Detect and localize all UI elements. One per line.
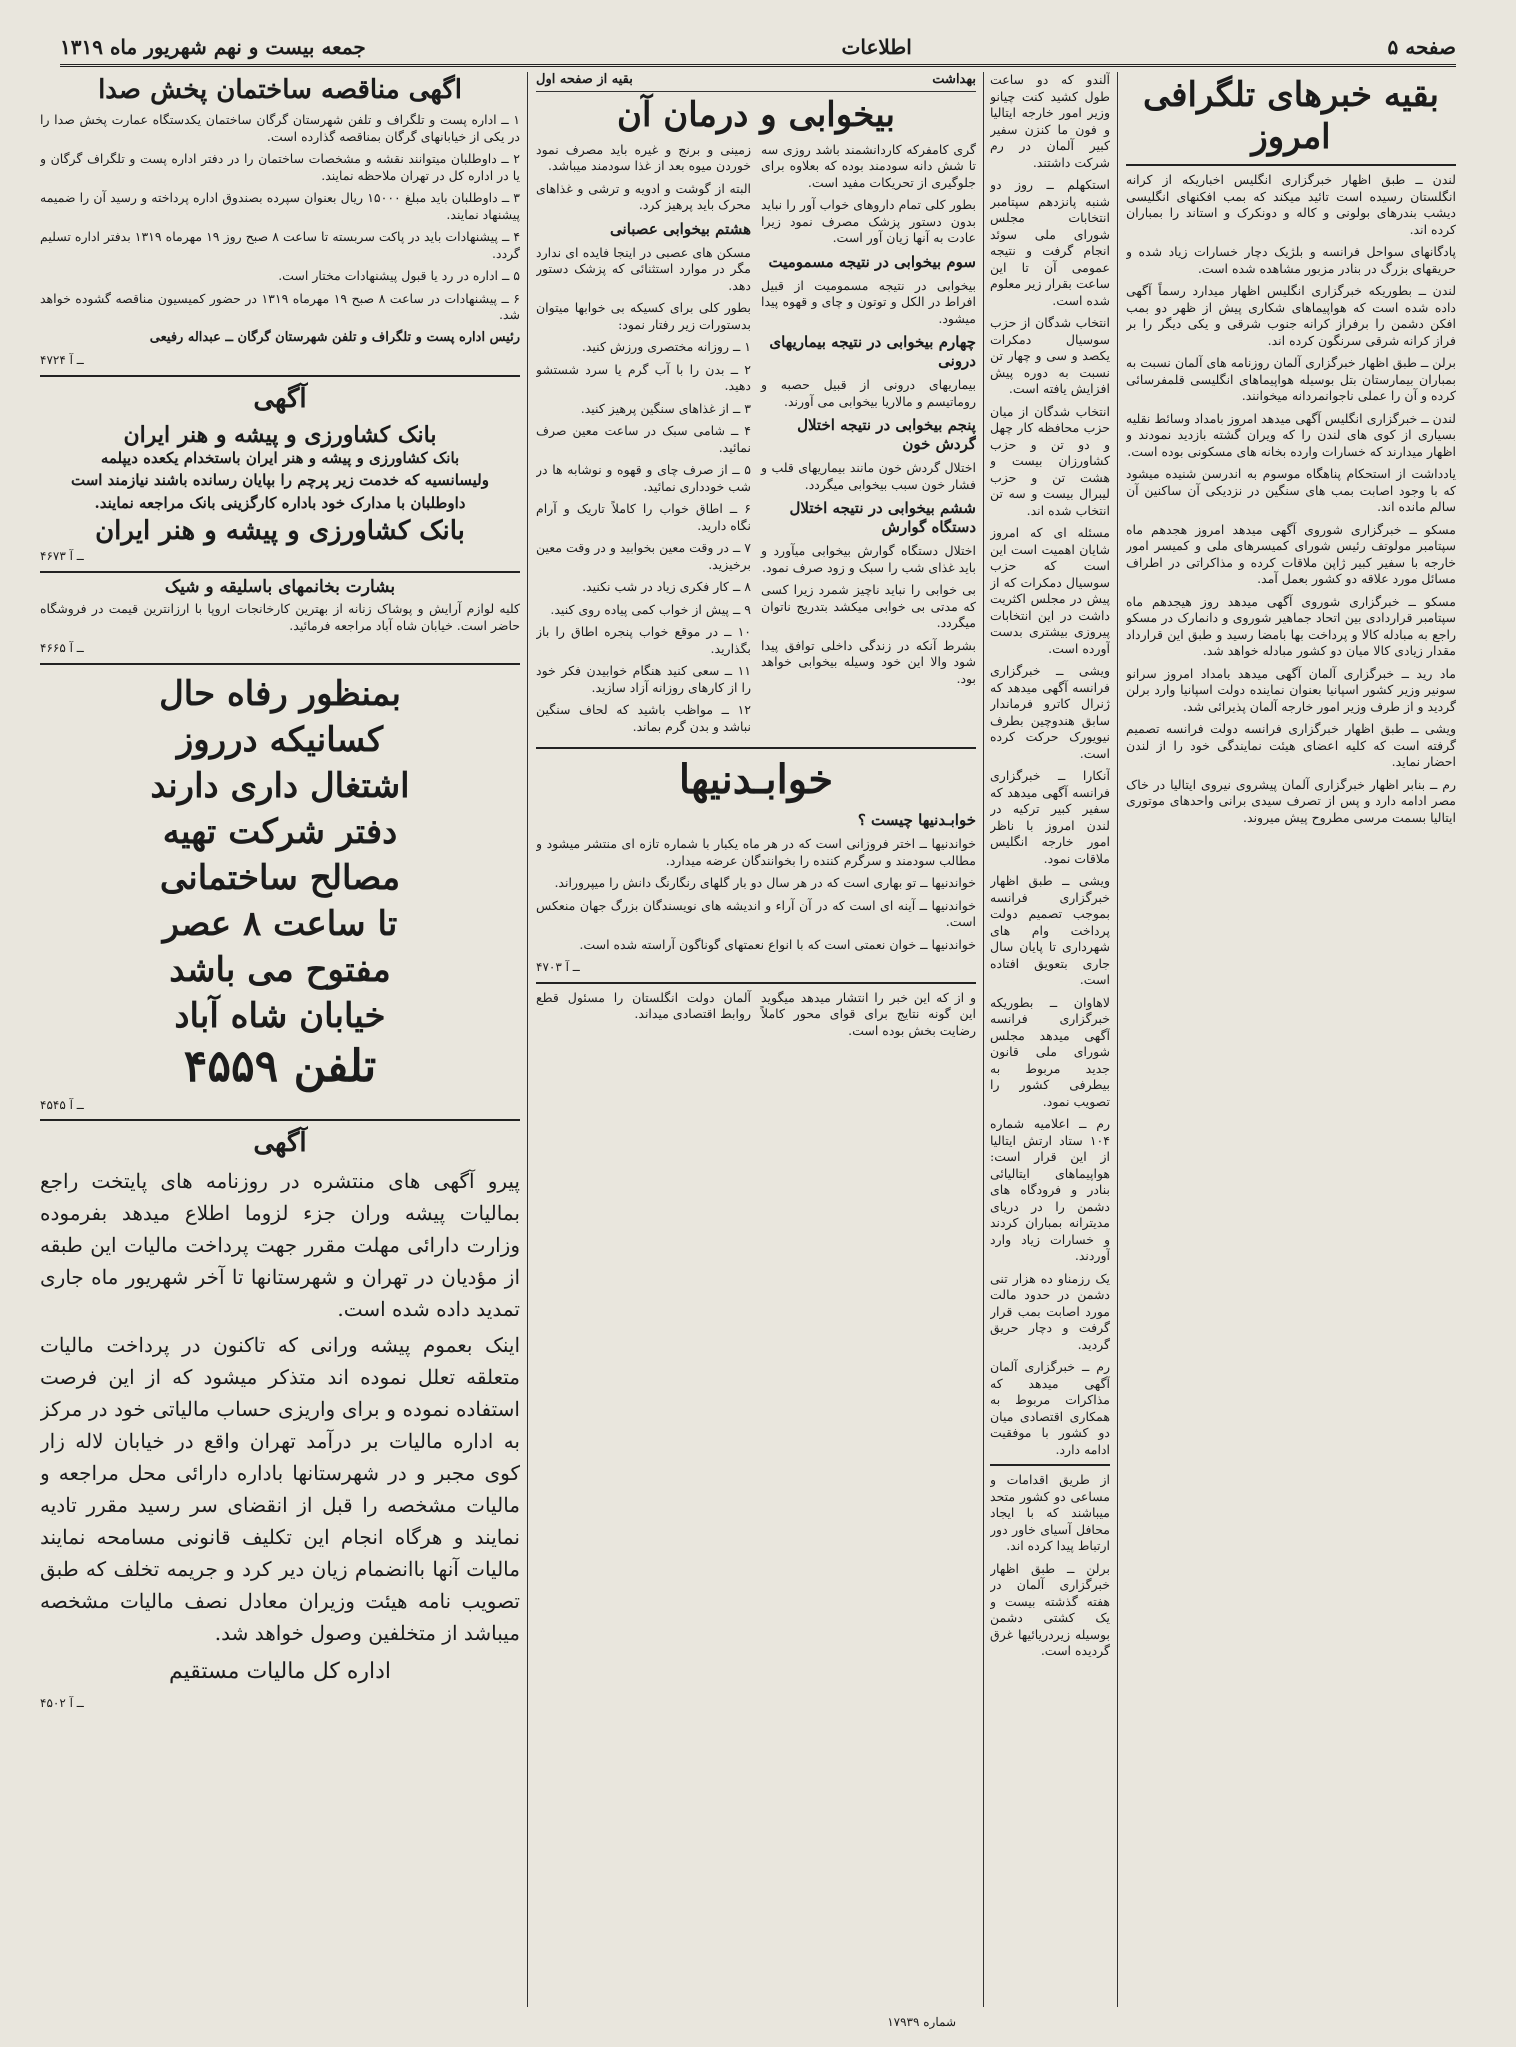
news-item: استکهلم ــ روز دو شنبه پانزدهم سپتامبر انتخابات مجلس شورای ملی سوئد انجام گرفت و نتیجه عمومی آن تا این ساعت بقرار زیر معلوم شده است.	[990, 177, 1110, 308]
ad-bank-title: آگهی	[253, 383, 307, 414]
list-item: ۳ ــ از غذاهای سنگین پرهیز کنید.	[580, 400, 751, 416]
article-para: بی خوابی را نباید ناچیز شمرد زیرا کسی که مدتی بی خوابی میکشد بتدریج ناتوان میگردد.	[761, 582, 976, 630]
list-item: ۶ ــ اطاق خواب را کاملاً تاریک و آرام نگاه دارید.	[536, 501, 751, 533]
article-subhead: سوم بیخوابی در نتیجه مسمومیت	[768, 252, 976, 271]
telegraph-headline: بقیه خبرهای تلگرافی امروز	[1142, 75, 1440, 157]
divider	[536, 982, 976, 984]
readables-para: خواندنیها ــ خوان نعمتی است که با انواع نعمتهای گوناگون آراسته شده است.	[579, 936, 976, 952]
list-item: ۴ ــ شامی سبک در ساعت معین صرف نمائید.	[536, 423, 751, 455]
news-item: آلمان دولت انگلستان را مسئول قطع روابط اقتصادی میداند.	[536, 989, 751, 1021]
ad-building-line: دفتر شرکت تهیه	[162, 811, 398, 852]
article-para: گری کامفرکه کاردانشمند باشد روزی سه تا شش دانه سودمند بوده که بعلاوه برای جلوگیری از تحریکات مفید است.	[761, 141, 976, 190]
ad-bank-line: بانک کشاورزی و پیشه و هنر ایران باستخدام یکعده دیپلمه	[100, 448, 460, 467]
news-item: یادداشت از استحکام پناهگاه موسوم به اندرسن شنیده میشود که با وجود اصابت بمب های سنگین در نزدیکی آن ساکنین آن سالم مانده اند.	[1126, 466, 1456, 514]
list-item: ۷ ــ در وقت معین بخوابید و در وقت معین برخیزید.	[536, 540, 751, 572]
news-item: یک رزمناو ده هزار تنی دشمن در حدود مالت مورد اصابت بمب قرار گرفت و دچار حریق گردید.	[990, 1270, 1110, 1352]
article-para: اختلال دستگاه گوارش بیخوابی میآورد و باید غذای شب را سبک و زود صرف نمود.	[761, 543, 976, 575]
readables-para: خواندنیها ــ اختر فروزانی است که در هر ماه یکبار با شماره تازه ای منتشر میشود و مطالب سودمند و سرگرم کننده را بخوانندگان عرضه میدارد.	[536, 836, 976, 868]
news-item: مسکو ــ خبرگزاری شوروی آگهی میدهد روز هیجدهم ماه سپتامبر قراردادی بین اتحاد جماهیر شوروی و دانمارک در مسکو راجع به مبادله کالا و پرداخت بها بامضا رسید و طبق این قرارداد مقدار زیادی کالا میان دو کشور مبادله خواهد شد.	[1126, 593, 1456, 658]
section-label: بهداشت	[932, 72, 976, 87]
article-para: بطور کلی تمام داروهای خواب آور را نباید بدون دستور پزشک مصرف نمود زیرا عادت به آنها زیان آور است.	[761, 197, 976, 245]
divider	[40, 1119, 520, 1121]
news-item: مسکو ــ خبرگزاری شوروی آگهی میدهد امروز هجدهم ماه سپتامبر مولوتف رئیس شورای کمیسرهای ملی و کمیسر امور خارجه با سفیر کبیر ژاپن ملاقات کرده و مذاکراتی در اطراف مسائل مورد علاقه دو کشور بعمل آمد.	[1126, 521, 1456, 586]
ad-tender-title: اگهی مناقصه ساختمان پخش صدا	[98, 75, 462, 105]
ad-building-line: بمنظور رفاه حال	[159, 673, 401, 714]
news-item: لندن ــ بطوریکه خبرگزاری انگلیس اظهار میدارد رسماً آگهی داده شده است که هواپیماهای شکاری پیش از ظهر دو بمب افکن دشمن را برفراز کرانه جنوب شرقی و یکی دیگر را بر فراز کرانه شرقی سرنگون کرده اند.	[1126, 283, 1456, 348]
list-item: ۸ ــ کار فکری زیاد در شب نکنید.	[582, 579, 751, 594]
ad-building-line: تا ساعت ۸ عصر	[162, 903, 398, 944]
divider	[536, 747, 976, 749]
issue-date: جمعه بیست و نهم شهریور ماه ۱۳۱۹	[60, 35, 366, 59]
ad-tender-para: ۱ ــ اداره پست و تلگراف و تلفن شهرستان گرگان ساختمان یکدستگاه عمارت پخش صدا را در یکی از خیابانهای گرگان بمناقصه گذارده است.	[40, 112, 520, 144]
ad-tax-para: پیرو آگهی های منتشره در روزنامه های پایتخت راجع بمالیات پیشه وران جزء لزوما اطلاع میدهد بفرموده وزارت دارائی مهلت مقرر جهت پرداخت مالیات این طبقه از مؤدیان در تهران و شهرستانها تا آخر شهریور ماه جاری تمدید داده شده است.	[40, 1169, 520, 1321]
ad-tender-para: ۵ ــ اداره در رد یا قبول پیشنهادات مختار است.	[278, 268, 520, 283]
news-item: لندن ــ طبق اظهار خبرگزاری انگلیس اخباریکه از کرانه انگلستان رسیده است تائید میکند که بمب افکنهای انگلیسی دیشب بندرهای بولونی و کاله و دونکرک و استاند را بمباران کرده اند.	[1126, 172, 1456, 237]
news-item: ویشی ــ خبرگزاری فرانسه آگهی میدهد که ژنرال کاترو فرماندار سابق هندوچین بطرف نیویورک حرکت کرده است.	[990, 663, 1110, 761]
article-subhead: چهارم بیخوابی در نتیجه بیماریهای درونی	[769, 333, 976, 370]
ad-building-line: کسانیکه درروز	[176, 719, 384, 760]
paper-name: اطلاعات	[841, 35, 912, 59]
health-right-column	[761, 142, 976, 742]
list-item: ۱۰ ــ در موقع خواب پنجره اطاق را باز بگذارید.	[536, 624, 751, 656]
ad-tender-para: ۶ ــ پیشنهادات در ساعت ۸ صبح ۱۹ مهرماه ۱۳۱۹ در حضور کمیسیون مناقصه گشوده خواهد شد.	[40, 290, 520, 322]
news-item: آلندو که دو ساعت طول کشید کنت چیانو وزیر امور خارجه ایتالیا و فون ما کنزن سفیر کبیر آلمان در رم شرکت داشتند.	[990, 72, 1110, 170]
ad-building-line: مفتوح می باشد	[169, 949, 391, 990]
column-health-article	[536, 72, 976, 2007]
column-advertisements	[40, 72, 520, 2007]
article-para: اختلال گردش خون مانند بیماریهای قلب و فشار خون سبب بیخوابی میگردد.	[761, 460, 976, 492]
article-para: زمینی و برنج و غیره باید مصرف نمود خوردن میوه بعد از غذا سودمند میباشد.	[536, 141, 751, 173]
news-item: ویشی ــ طبق اظهار خبرگزاری فرانسه بموجب تصمیم دولت پرداخت وام های شهرداری تا پایان سال جاری بتعویق افتاده است.	[990, 873, 1110, 987]
ad-fashion-title: بشارت بخانمهای باسلیقه و شیک	[164, 576, 396, 597]
column-news-continued	[990, 72, 1110, 2007]
ad-bank-line: ولیسانسیه که خدمت زیر پرچم را بپایان رسانده باشند نیازمند است	[71, 471, 489, 489]
news-item: ویشی ــ طبق اظهار خبرگزاری فرانسه دولت فرانسه تصمیم گرفته است که کلیه اعضای هیئت نمایندگی خود را از لندن احضار نماید.	[1126, 721, 1456, 769]
article-para: بیخوابی در نتیجه مسمومیت از قبیل افراط در الکل و توتون و چای و قهوه پیدا میشود.	[761, 277, 976, 326]
news-item: پادگانهای سواحل فرانسه و بلژیک دچار خسارات زیاد شده و حریقهای بزرگ در بنادر مزبور مشاهده شده است.	[1126, 244, 1456, 276]
article-para: بشرط آنکه در زندگی داخلی توافق پیدا شود والا این خود وسیله بیخوابی خواهد بود.	[761, 637, 976, 686]
article-para: مسکن های عصبی در اینجا فایده ای ندارد مگر در موارد استثنائی که پزشک دستور دهد.	[536, 244, 751, 293]
health-left-column	[536, 142, 751, 742]
news-item: لاهاوان ــ بطوریکه خبرگزاری فرانسه آگهی میدهد مجلس شورای ملی قانون جدید مربوط به بیطرفی کشور را تصویب نمود.	[990, 994, 1110, 1109]
ad-fashion-text: کلیه لوازم آرایش و پوشاک زنانه از بهترین کارخانجات اروپا با ارزانترین قیمت در فروشگاه حاضر است. خیابان شاه آباد مراجعه فرمائید.	[40, 601, 520, 633]
column-rule	[983, 72, 984, 2007]
article-subhead: ششم بیخوابی در نتیجه اختلال دستگاه گوارش	[789, 499, 976, 536]
ad-code: ۴۶۶۵ ــ آ	[40, 641, 84, 655]
ad-building-line: اشتغال داری دارند	[150, 765, 410, 806]
ad-bank-line: داوطلبان با مدارک خود باداره کارگزینی بانک مراجعه نمایند.	[94, 493, 466, 512]
news-item: انتخاب شدگان از میان حزب محافظه کار چهل و دو تن و حزب کشاورزان بیست و هشت تن و حزب لیبرال بیست و سه تن انتخاب شده اند.	[990, 403, 1110, 518]
ad-tender-para: ۲ ــ داوطلبان میتوانند نقشه و مشخصات ساختمان را در دفتر اداره پست و تلگراف گرگان و یا در اداره کل در تهران ملاحظه نمایند.	[40, 151, 520, 183]
ad-tender-para: ۴ ــ پیشنهادات باید در پاکت سربسته تا ساعت ۸ صبح روز ۱۹ مهرماه ۱۳۱۹ بدفتر اداره تسلیم گردد.	[40, 229, 520, 261]
ad-building-materials	[40, 671, 520, 1114]
ad-building-line: خیابان شاه آباد	[174, 995, 386, 1036]
health-headline: بیخوابی و درمان آن	[617, 94, 895, 135]
list-item: ۱۲ ــ مواظب باشید که لحاف سنگین نباشد و بدن گرم بماند.	[536, 702, 751, 734]
divider	[40, 375, 520, 377]
readables-para: خواندنیها ــ تو بهاری است که در هر سال دو بار گلهای رنگارنگ دانش را میپروراند.	[554, 875, 976, 890]
ad-bank-signature: بانک کشاورزی و پیشه و هنر ایران	[95, 516, 465, 546]
ad-tax-para: اینک بعموم پیشه ورانی که تاکنون در پرداخت مالیات متعلقه تعلل نموده اند متذکر میشود که از این فرصت استفاده نموده و برای واریزی حساب مالیاتی خود در مرکز به اداره مالیات بر درآمد تهران واقع در خیابان لاله زار کوی مجبر و در شهرستانها باداره دارائی محل مراجعه و مالیات مشخصه را قبل از انقضای سر رسید مقرر تادیه نمایند و هرگاه انجام این تکلیف قانونی مسامحه نمایند مالیات آنها باانضمام زیان دیر کرد و جریمه تخلف که طبق تصویب نامه هیئت وزیران معادل نصف مالیات مشخصه میباشد از متخلفین وصول خواهد شد.	[40, 1333, 520, 1645]
news-item: برلن ــ طبق اظهار خبرگزاری آلمان روزنامه های آلمان نسبت به بمباران بیمارستان بتل بوسیله هواپیماهای انگلیسی قلمفرسائی کرده و آن را عملی ناجوانمردانه میخوانند.	[1126, 355, 1456, 403]
article-para: بیماریهای درونی از قبیل حصبه و روماتیسم و مالاریا بیخوابی می آورند.	[761, 377, 976, 409]
news-item: انتخاب شدگان از حزب سوسیال دمکرات یکصد و سی و چهار تن نسبت به دوره پیش افزایش یافته است.	[990, 315, 1110, 396]
readables-title: خوابـدنیها	[678, 756, 834, 803]
news-item: رم ــ بنابر اظهار خبرگزاری آلمان پیشروی نیروی ایتالیا در خاک مصر ادامه دارد و پس از تصرف سیدی برانی واحدهای موتوری ایتالیا بسمت مرسی مطروح پیش میروند.	[1126, 776, 1456, 825]
divider	[40, 663, 520, 665]
ad-tax-signature: اداره کل مالیات مستقیم	[169, 1659, 391, 1684]
ad-code: ۴۷۲۴ ــ آ	[40, 353, 84, 367]
ad-code: ۴۶۷۳ ــ آ	[40, 549, 84, 563]
list-item: ۹ ــ پیش از خواب کمی پیاده روی کنید.	[550, 601, 751, 617]
article-para: بطور کلی برای کسیکه بی خوابها میتوان بدستورات زیر رفتار نمود:	[536, 300, 751, 332]
ad-tax-title: آگهی	[253, 1128, 307, 1158]
ad-tender-para: ۳ ــ داوطلبان باید مبلغ ۱۵۰۰۰ ریال بعنوان سپرده بصندوق اداره پرداخته و رسید آن را ضمیمه پیشنهاد نمایند.	[40, 190, 520, 222]
article-subhead: پنجم بیخوابی در نتیجه اختلال گردش خون	[797, 416, 976, 453]
news-item: آنکارا ــ خبرگزاری فرانسه آگهی میدهد که سفیر کبیر ترکیه در لندن امروز با ناظر امور خارجه انگلیس ملاقات نمود.	[990, 768, 1110, 866]
ad-code: ۴۵۴۵ ــ آ	[40, 1097, 84, 1112]
issue-number: شماره ۱۷۹۳۹	[887, 2015, 956, 2029]
page-number: صفحه ۵	[1387, 35, 1456, 59]
ad-building-phone: تلفن ۴۵۵۹	[183, 1040, 377, 1092]
page-footer	[530, 2015, 956, 2037]
continued-label: بقیه از صفحه اول	[536, 72, 633, 87]
ad-bank-line: بانک کشاورزی و پیشه و هنر ایران	[123, 421, 437, 448]
bottom-news	[536, 990, 976, 1046]
divider	[40, 571, 520, 573]
news-item: مسئله ای که امروز شایان اهمیت است این است که حزب سوسیال دمکرات که از پیش در مجلس اکثریت داشت در این انتخابات پیروزی بیشتری بدست آورده است.	[990, 525, 1110, 656]
readables-para: خواندنیها ــ آینه ای است که در آن آراء و اندیشه های نویسندگان بزرگ جهان منعکس است.	[536, 897, 976, 929]
news-item: رم ــ اعلامیه شماره ۱۰۴ ستاد ارتش ایتالیا از این قرار است: هواپیماهای ایتالیائی بنادر و فرودگاه های دشمن را در دریای مدیترانه بمباران کردند و خسارات زیاد وارد آوردند.	[990, 1116, 1110, 1263]
list-item: ۱ ــ روزانه مختصری ورزش کنید.	[581, 339, 751, 354]
list-item: ۱۱ ــ سعی کنید هنگام خوابیدن فکر خود را از کارهای روزانه آزاد سازید.	[536, 663, 751, 695]
list-item: ۵ ــ از صرف چای و قهوه و نوشابه ها در شب خودداری نمائید.	[536, 462, 751, 494]
divider	[990, 1464, 1110, 1466]
column-telegraph-news	[1126, 72, 1456, 2007]
ad-building-line: مصالح ساختمانی	[159, 857, 401, 898]
column-rule	[1117, 72, 1118, 2007]
news-item: رم ــ خبرگزاری آلمان آگهی میدهد که مذاکرات مربوط به همکاری اقتصادی میان دو کشور با موفقیت ادامه دارد.	[990, 1359, 1110, 1457]
article-para: البته از گوشت و ادویه و ترشی و غذاهای محرک باید پرهیز کرد.	[536, 180, 751, 212]
ad-tender-signature: رئیس اداره پست و تلگراف و تلفن شهرستان گرگان ــ عبداله رفیعی	[149, 329, 520, 345]
news-item: از طریق اقدامات و مساعی دو کشور متحد میباشند که با ایجاد محافل آسیای خاور دور ارتباط پیدا کرده اند.	[990, 1472, 1110, 1553]
readables-question: خوابـدنیها چیست ؟	[857, 811, 976, 829]
news-item: و از که این خبر را انتشار میدهد میگوید این گونه نتایج برای قوای محور کاملاً رضایت بخش بوده است.	[761, 989, 976, 1038]
news-item: لندن ــ خبرگزاری انگلیس آگهی میدهد امروز بامداد وسائط نقلیه بسیاری از کوی های لندن را که ویران گشته بازدید نمودند و اظهار میدارند که خسارات وارده بخانه های مسکونی بوده است.	[1126, 410, 1456, 459]
column-rule	[527, 72, 528, 2007]
article-subhead: هشتم بیخوابی عصبانی	[610, 219, 751, 238]
masthead	[60, 30, 1456, 67]
ad-code: ۴۵۰۲ ــ آ	[40, 1696, 84, 1710]
section-bar	[536, 72, 976, 92]
news-item: برلن ــ طبق اظهار خبرگزاری آلمان در هفته گذشته بیست و یک کشتی دشمن بوسیله زیردریائیها غرق گردیده است.	[990, 1560, 1110, 1658]
list-item: ۲ ــ بدن را با آب گرم یا سرد شستشو دهید.	[536, 361, 751, 393]
divider	[1126, 164, 1456, 166]
ad-code: ۴۷۰۳ ــ آ	[536, 960, 580, 974]
news-item: ماد رید ــ خبرگزاری آلمان آگهی میدهد بامداد امروز سرانو سونیر وزیر کشور اسپانیا بعنوان نماینده دولت اسپانیا وارد برلن گردید و از طرف وزیر امور خارجه آلمان پذیرائی شد.	[1126, 665, 1456, 714]
health-body	[536, 142, 976, 742]
